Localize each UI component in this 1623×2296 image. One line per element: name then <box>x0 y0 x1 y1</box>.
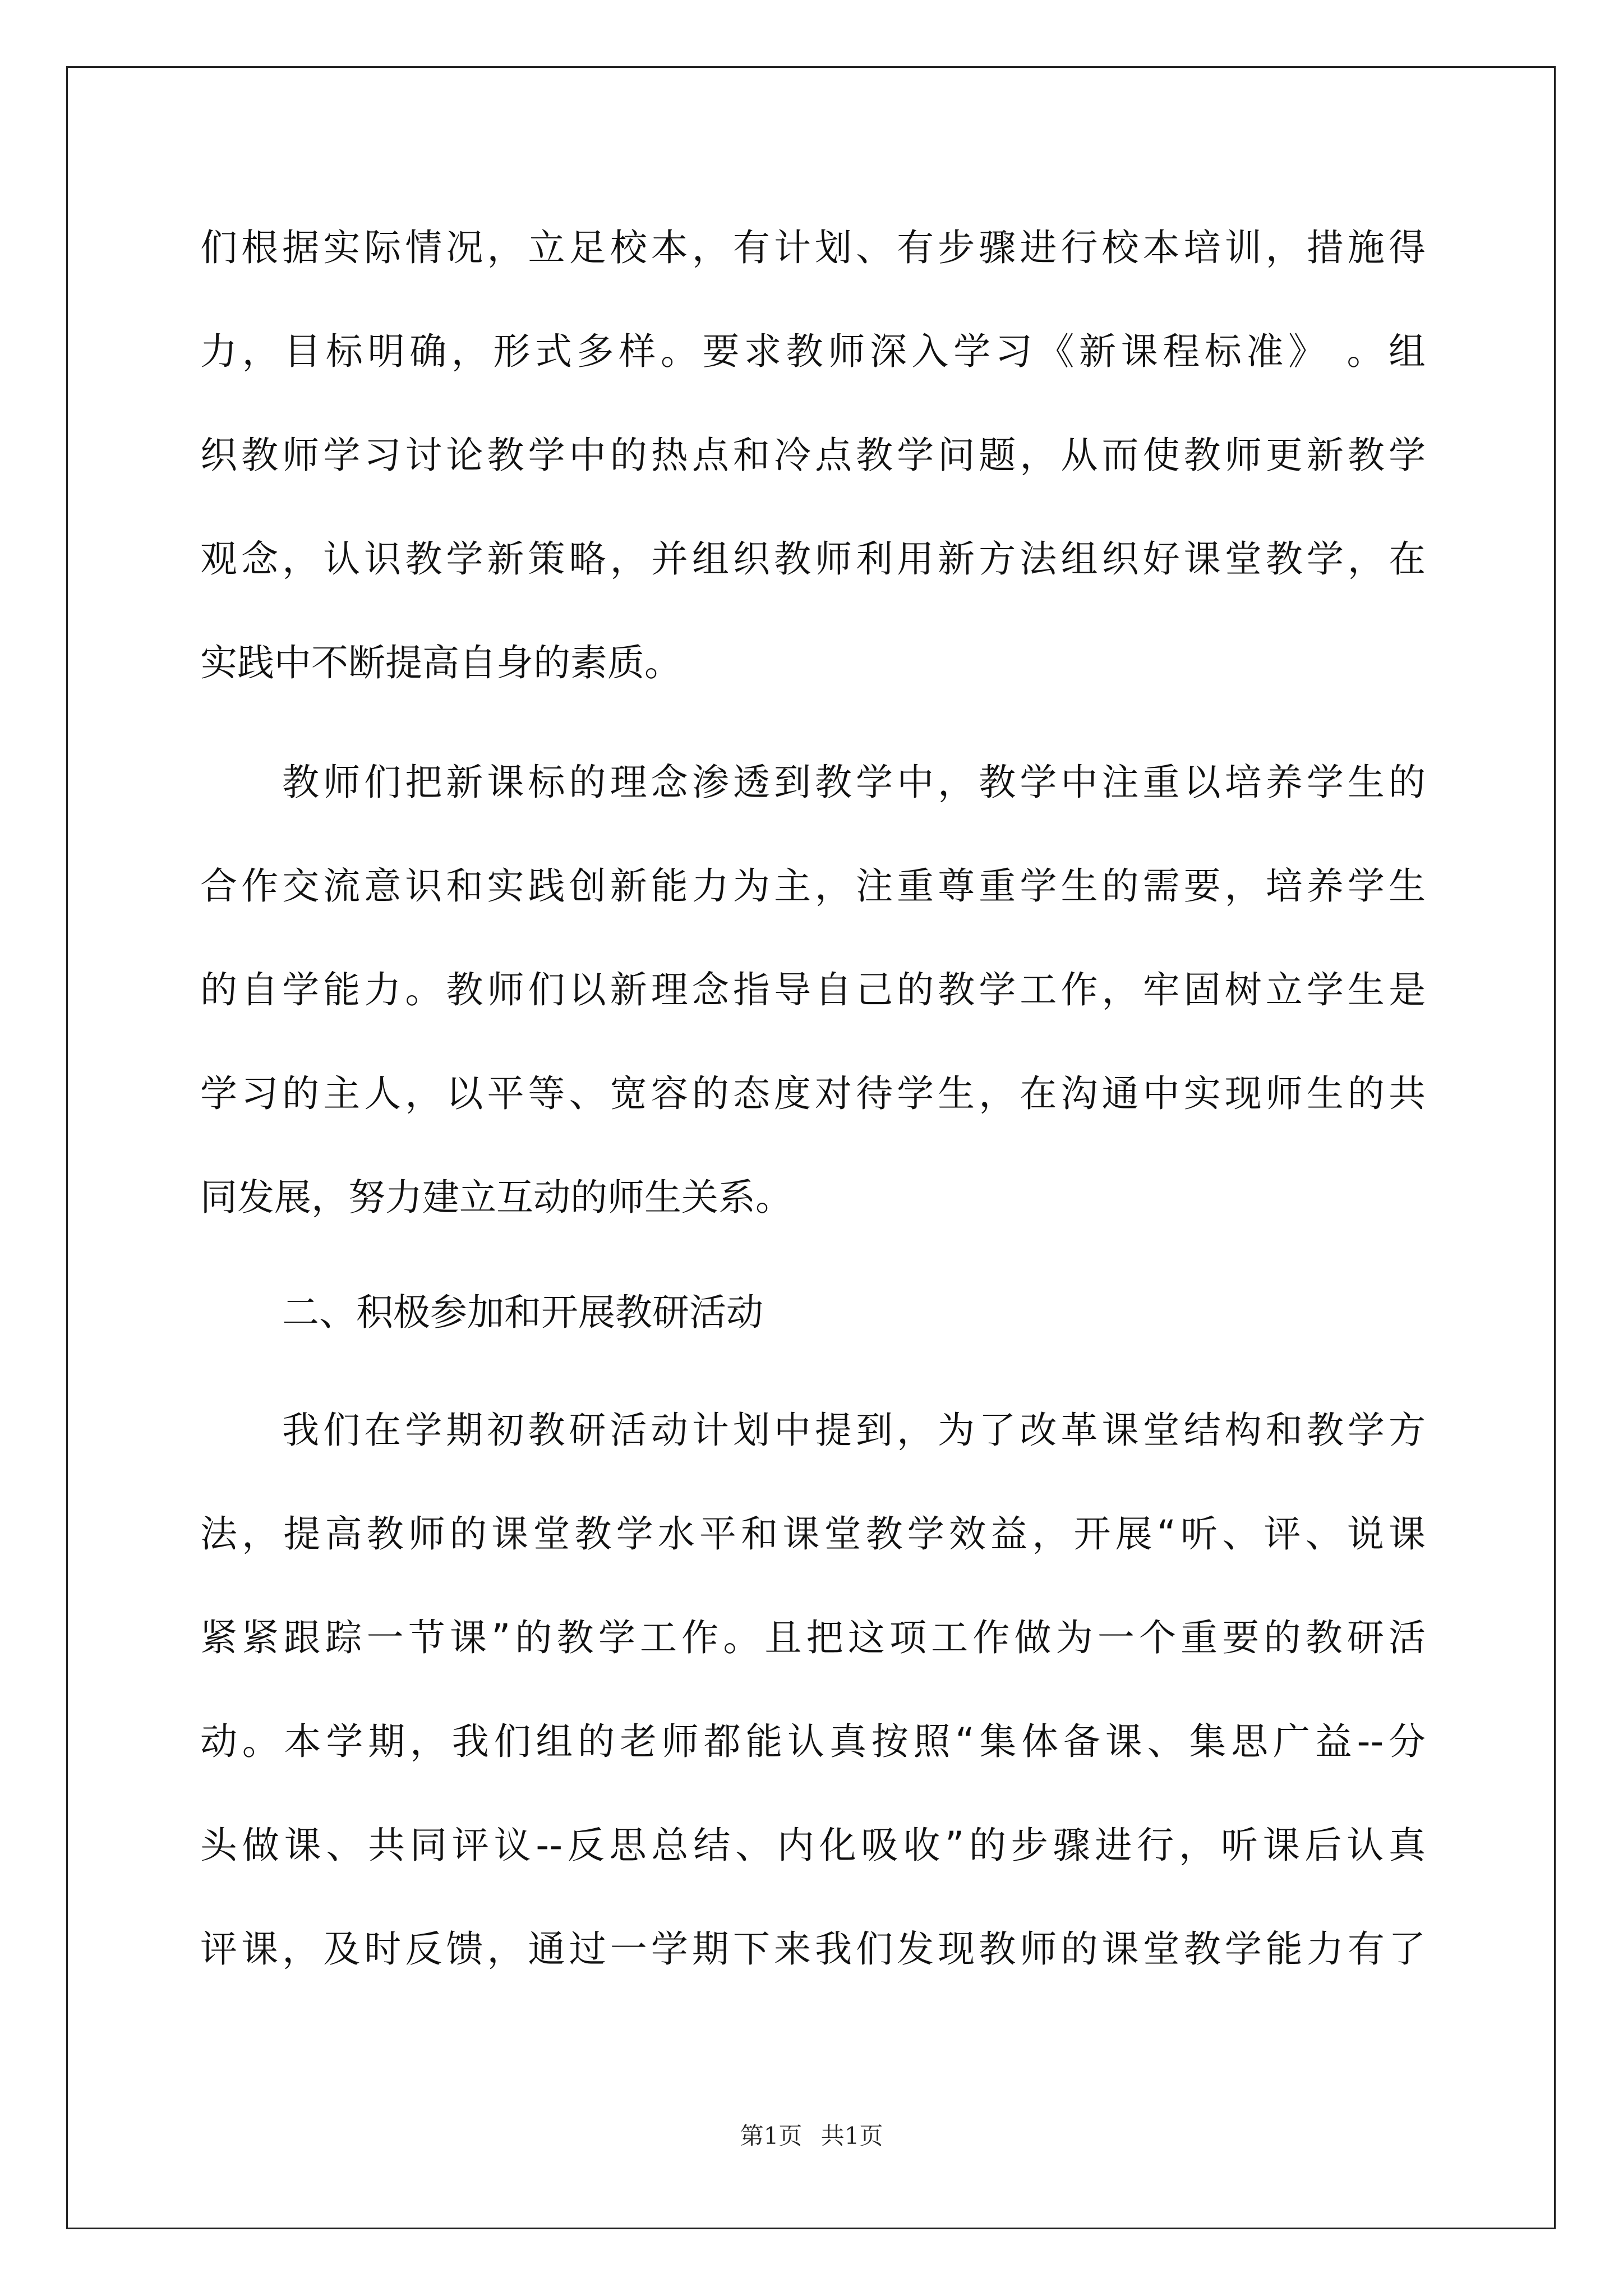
text-line-7: 合作交流意识和实践创新能力为主，注重尊重学生的需要，培养学生 <box>200 864 1426 908</box>
text-line-1: 们根据实际情况，立足校本，有计划、有步骤进行校本培训，措施得 <box>200 226 1426 269</box>
text-line-13: 法，提高教师的课堂教学水平和课堂教学效益，开展“听、评、说课 <box>200 1512 1426 1556</box>
text-line-16: 头做课、共同评议--反思总结、内化吸收”的步骤进行，听课后认真 <box>200 1824 1426 1867</box>
page-number-current: 第1页 <box>740 2122 803 2150</box>
text-line-2: 力，目标明确，形式多样。要求教师深入学习《新课程标准》 。组 <box>200 330 1426 373</box>
text-line-14: 紧紧跟踪一节课”的教学工作。且把这项工作做为一个重要的教研活 <box>200 1616 1426 1659</box>
text-line-9: 学习的主人，以平等、宽容的态度对待学生，在沟通中实现师生的共 <box>200 1072 1426 1115</box>
page-frame <box>66 66 1556 2229</box>
text-line-6: 教师们把新课标的理念渗透到教学中，教学中注重以培养学生的 <box>282 761 1426 804</box>
text-line-17: 评课，及时反馈，通过一学期下来我们发现教师的课堂教学能力有了 <box>200 1927 1426 1971</box>
page-number-total: 共1页 <box>820 2122 883 2150</box>
text-line-3: 织教师学习讨论教学中的热点和冷点教学问题，从而使教师更新教学 <box>200 434 1426 477</box>
page-footer <box>0 2120 1623 2152</box>
text-line-10: 同发展，努力建立互动的师生关系。 <box>200 1176 792 1219</box>
text-line-4: 观念，认识教学新策略，并组织教师利用新方法组织好课堂教学，在 <box>200 537 1426 581</box>
text-line-15: 动。本学期，我们组的老师都能认真按照“集体备课、集思广益--分 <box>200 1720 1426 1763</box>
text-line-5: 实践中不断提高自身的素质。 <box>200 641 681 684</box>
text-line-12: 我们在学期初教研活动计划中提到，为了改革课堂结构和教学方 <box>282 1409 1426 1452</box>
text-line-8: 的自学能力。教师们以新理念指导自己的教学工作，牢固树立学生是 <box>200 968 1426 1011</box>
section-heading: 二、积极参加和开展教研活动 <box>282 1291 763 1334</box>
